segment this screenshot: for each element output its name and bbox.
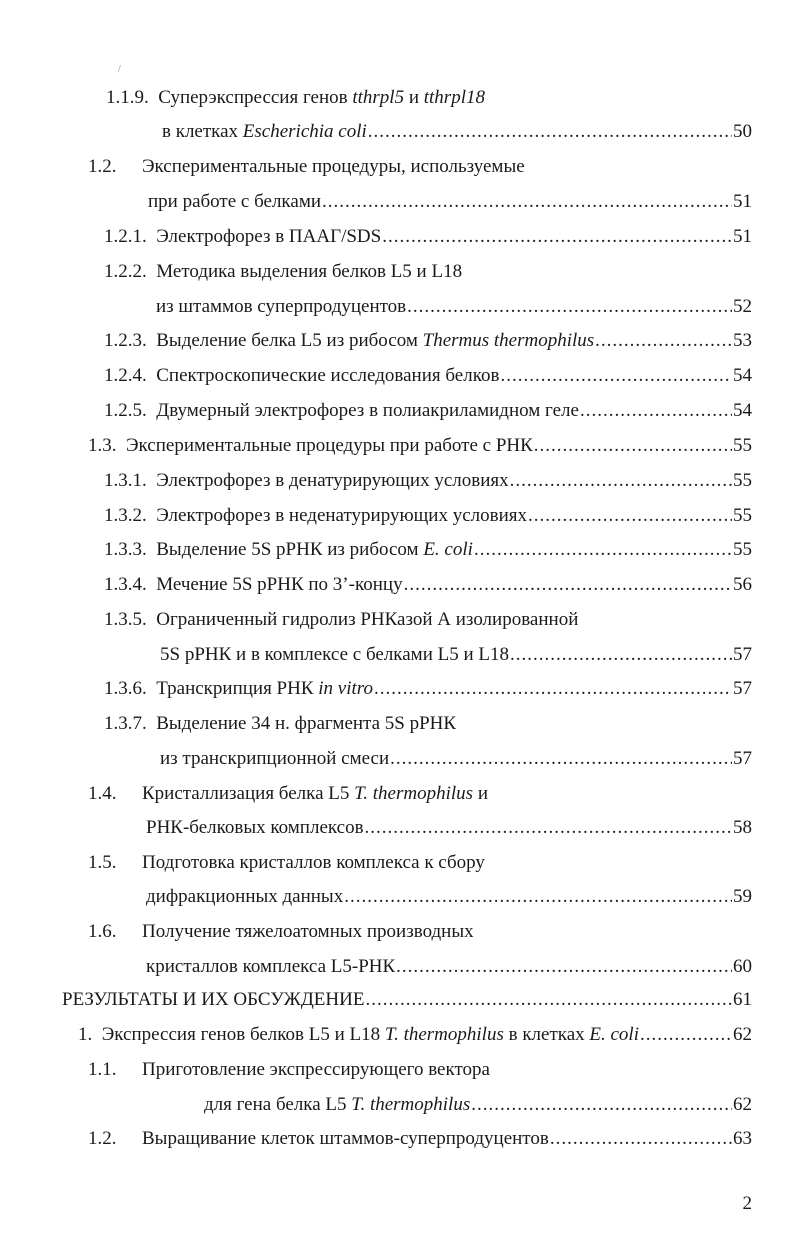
page-ref: 63 xyxy=(733,1128,752,1149)
page-ref: 57 xyxy=(733,678,752,699)
organism-name: T. thermophilus xyxy=(351,1094,471,1115)
dot-leader xyxy=(534,434,732,458)
entry-text: в клетках xyxy=(162,121,243,142)
entry-text: Мечение 5S рРНК по 3’-концу xyxy=(156,574,403,595)
dot-leader xyxy=(510,469,732,493)
entry-text: Кристаллизация белка L5 xyxy=(142,783,355,804)
entry-text: Получение тяжелоатомных производных xyxy=(142,921,474,942)
entry-text: в клетках xyxy=(503,1024,590,1045)
dot-leader xyxy=(471,1093,732,1117)
toc-entry-r1[interactable] xyxy=(78,1023,752,1047)
entry-text: Выделение белка L5 из рибосом xyxy=(156,330,423,351)
entry-text-italic: in vitro xyxy=(318,678,373,699)
organism-name: E. coli xyxy=(589,1024,639,1045)
page-ref: 51 xyxy=(733,191,752,212)
toc-entry-1-3-2[interactable] xyxy=(104,504,752,528)
entry-text: Экспрессия генов белков L5 и L18 xyxy=(101,1024,385,1045)
entry-number: 1.6. xyxy=(88,921,117,942)
entry-text: кристаллов комплекса L5-РНК xyxy=(146,956,396,977)
toc-entry-1-2-5[interactable] xyxy=(104,399,752,423)
page-ref: 56 xyxy=(733,574,752,595)
organism-name: T. thermophilus xyxy=(384,1024,504,1045)
page-ref: 57 xyxy=(733,644,752,665)
toc-entry-1-2-4[interactable] xyxy=(104,364,752,388)
entry-number: 1.3.4. xyxy=(104,574,147,595)
dot-leader xyxy=(580,399,732,423)
dot-leader xyxy=(510,643,732,667)
entry-text: дифракционных данных xyxy=(146,886,344,907)
page-ref: 55 xyxy=(733,505,752,526)
entry-text: 5S рРНК и в комплексе с белками L5 и L18 xyxy=(160,644,509,665)
toc-entry-1-2-1[interactable] xyxy=(104,225,752,249)
toc-entry-1-3-3[interactable] xyxy=(104,538,752,562)
toc-entry-1-2-3[interactable] xyxy=(104,329,752,353)
dot-leader xyxy=(407,295,732,319)
entry-text: и xyxy=(473,783,488,804)
page-ref: 58 xyxy=(733,817,752,838)
page-ref: 54 xyxy=(733,365,752,386)
dot-leader xyxy=(322,190,732,214)
dot-leader xyxy=(368,120,732,144)
entry-text: при работе с белками xyxy=(148,191,322,212)
page-ref: 62 xyxy=(733,1094,752,1115)
entry-text: Электрофорез в денатурирующих условиях xyxy=(156,470,509,491)
entry-number: 1.2.4. xyxy=(104,365,147,386)
entry-number: 1.3.3. xyxy=(104,539,147,560)
toc-entry-1-3-4[interactable] xyxy=(104,573,752,597)
entry-text: для гена белка L5 xyxy=(204,1094,352,1115)
entry-number: 1.2. xyxy=(88,1128,117,1149)
entry-text: Транскрипция РНК xyxy=(156,678,319,699)
page-ref: 55 xyxy=(733,435,752,456)
entry-text: Выращивание клеток штаммов-суперпродуцентов xyxy=(142,1128,549,1149)
toc-entry-1-2-2-line2[interactable] xyxy=(156,295,752,319)
page-number: 2 xyxy=(742,1193,752,1214)
toc-entry-1-6-line1 xyxy=(88,920,474,944)
toc-entry-r1-2[interactable] xyxy=(88,1127,752,1151)
page-ref: 62 xyxy=(733,1024,752,1045)
toc-entry-1-4-line2[interactable] xyxy=(146,816,752,840)
dot-leader xyxy=(396,955,732,979)
entry-number: 1.1. xyxy=(88,1059,117,1080)
entry-text: Ограниченный гидролиз РНКазой А изолированной xyxy=(156,609,579,630)
toc-entry-1-3-1[interactable] xyxy=(104,469,752,493)
organism-name: E. coli xyxy=(423,539,473,560)
entry-number: 1.2. xyxy=(88,156,117,177)
gene-name: tthrpl5 xyxy=(352,87,405,108)
toc-entry-r1-1-line2[interactable] xyxy=(204,1093,752,1117)
entry-number: 1.3.1. xyxy=(104,470,147,491)
organism-name: T. thermophilus xyxy=(354,783,474,804)
entry-text: Выделение 34 н. фрагмента 5S рРНК xyxy=(156,713,457,734)
entry-text: Подготовка кристаллов комплекса к сбору xyxy=(142,852,485,873)
entry-number: 1.3. xyxy=(88,435,117,456)
dot-leader xyxy=(550,1127,732,1151)
entry-number: 1.2.3. xyxy=(104,330,147,351)
toc-entry-1-2-line2[interactable] xyxy=(148,190,752,214)
entry-number: 1.2.2. xyxy=(104,261,147,282)
toc-entry-1-3-7-line1 xyxy=(104,712,456,736)
gene-name: tthrpl18 xyxy=(423,87,485,108)
dot-leader xyxy=(374,677,732,701)
dot-leader xyxy=(528,504,732,528)
dot-leader xyxy=(500,364,732,388)
toc-entry-1-2-line1 xyxy=(88,155,525,179)
page-ref: 51 xyxy=(733,226,752,247)
page-ref: 50 xyxy=(733,121,752,142)
entry-text: из транскрипционной смеси xyxy=(160,748,390,769)
organism-name: Thermus thermophilus xyxy=(422,330,595,351)
page-ref: 55 xyxy=(733,470,752,491)
page-ref: 53 xyxy=(733,330,752,351)
entry-text: Выделение 5S рРНК из рибосом xyxy=(156,539,424,560)
page-ref: 60 xyxy=(733,956,752,977)
page-ref: 52 xyxy=(733,296,752,317)
entry-text: и xyxy=(404,87,424,108)
entry-number: 1.3.6. xyxy=(104,678,147,699)
organism-name: Escherichia coli xyxy=(242,121,367,142)
toc-entry-1-6-line2[interactable] xyxy=(146,955,752,979)
entry-text: Электрофорез в неденатурирующих условиях xyxy=(156,505,527,526)
entry-number: 1.1.9. xyxy=(106,87,149,108)
entry-number: 1.3.7. xyxy=(104,713,147,734)
dot-leader xyxy=(365,816,732,840)
toc-entry-1-5-line2[interactable] xyxy=(146,885,752,909)
toc-entry-1-3-7-line2[interactable] xyxy=(160,747,752,771)
entry-text: РНК-белковых комплексов xyxy=(146,817,364,838)
entry-text: Экспериментальные процедуры, используемые xyxy=(142,156,525,177)
entry-number: 1.3.2. xyxy=(104,505,147,526)
dot-leader xyxy=(474,538,732,562)
toc-entry-r1-1-line1 xyxy=(88,1058,490,1082)
entry-number: 1.5. xyxy=(88,852,117,873)
toc-entry-1-3-6[interactable] xyxy=(104,677,752,701)
dot-leader xyxy=(640,1023,732,1047)
scan-speck: / xyxy=(118,64,121,75)
page-ref: 54 xyxy=(733,400,752,421)
entry-number: 1.3.5. xyxy=(104,609,147,630)
entry-text: Двумерный электрофорез в полиакриламидном геле xyxy=(156,400,579,421)
toc-section-results[interactable] xyxy=(62,988,752,1012)
dot-leader xyxy=(595,329,732,353)
section-title: РЕЗУЛЬТАТЫ И ИХ ОБСУЖДЕНИЕ xyxy=(62,989,365,1010)
entry-number: 1.2.1. xyxy=(104,226,147,247)
entry-text: Методика выделения белков L5 и L18 xyxy=(156,261,463,282)
toc-entry-1-5-line1 xyxy=(88,851,485,875)
toc-entry-1-3[interactable] xyxy=(88,434,752,458)
dot-leader xyxy=(365,988,732,1012)
toc-entry-1-1-9-line2[interactable] xyxy=(162,120,752,144)
toc-entry-1-3-5-line1 xyxy=(104,608,578,632)
entry-text: из штаммов суперпродуцентов xyxy=(156,296,407,317)
entry-text: Экспериментальные процедуры при работе с РНК xyxy=(126,435,533,456)
dot-leader xyxy=(382,225,732,249)
page-ref: 57 xyxy=(733,748,752,769)
entry-text: Суперэкспрессия генов xyxy=(158,87,353,108)
entry-text: Приготовление экспрессирующего вектора xyxy=(142,1059,490,1080)
page-ref: 59 xyxy=(733,886,752,907)
entry-number: 1. xyxy=(78,1024,93,1045)
entry-text: Электрофорез в ПААГ/SDS xyxy=(156,226,382,247)
toc-entry-1-4-line1 xyxy=(88,782,488,806)
dot-leader xyxy=(404,573,732,597)
page-ref: 61 xyxy=(733,989,752,1010)
entry-number: 1.2.5. xyxy=(104,400,147,421)
toc-entry-1-3-5-line2[interactable] xyxy=(160,643,752,667)
entry-number: 1.4. xyxy=(88,783,117,804)
toc-entry-1-1-9-line1 xyxy=(106,86,485,110)
entry-text: Спектроскопические исследования белков xyxy=(156,365,500,386)
toc-entry-1-2-2-line1 xyxy=(104,260,462,284)
dot-leader xyxy=(344,885,732,909)
page-ref: 55 xyxy=(733,539,752,560)
dot-leader xyxy=(390,747,732,771)
